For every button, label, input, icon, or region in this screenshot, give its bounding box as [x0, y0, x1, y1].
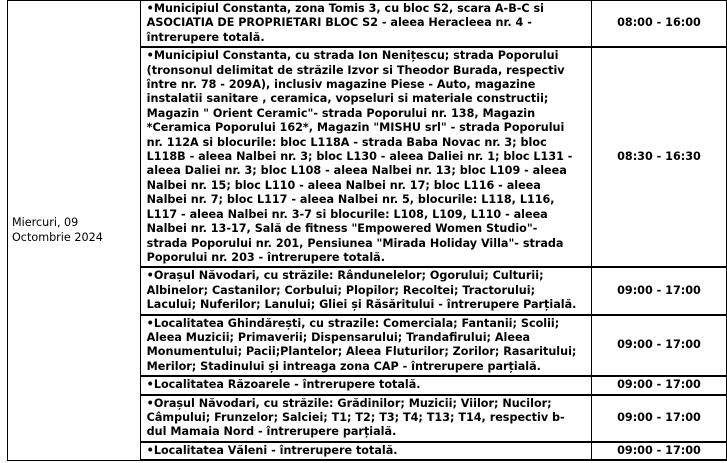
location-line: Poporului nr. 203 - întrerupere totală.: [146, 250, 385, 264]
time-cell: 09:00 - 17:00: [591, 376, 726, 394]
time-cell: 09:00 - 17:00: [591, 267, 726, 314]
location-line: •Municipiul Constanta, cu strada Ion Nenițescu; strada Poporului: [146, 49, 559, 63]
location-cell: [140, 395, 591, 442]
location-line: instalatii sanitare , ceramica, vopseluri si materiale constructii;: [146, 92, 549, 106]
location-line: Câmpului; Frunzelor; Salciei; T1; T2; T3; T4; T13; T14, respectiv b-: [146, 410, 565, 424]
location-line: Monumentului; Pacii;Plantelor; Aleea Fluturilor; Zorilor; Rasaritului;: [146, 345, 577, 359]
location-cell: [140, 267, 591, 314]
location-cell: [140, 47, 591, 267]
table-row: [8, 1, 727, 48]
time-cell: 09:00 - 17:00: [591, 315, 726, 377]
location-line: între nr. 78 - 209A), inclusiv magazine Piese - Auto, magazine: [146, 78, 536, 92]
outage-schedule-table: [7, 0, 727, 461]
time-cell: 09:00 - 17:00: [591, 395, 726, 442]
location-line: Nalbei nr. 13-17, Sală de fitness "Empowered Women Studio"-: [146, 222, 538, 236]
location-line: nr. 112A si blocurile: bloc L118A - strada Baba Novac nr. 3; bloc: [146, 135, 547, 149]
location-line: Nalbei nr. 15; bloc L110 - aleea Nalbei nr. 17; bloc L116 - aleea: [146, 178, 541, 192]
location-line: •Orașul Năvodari, cu străzile: Grădinilor; Muzicii; Viilor; Nucilor;: [146, 396, 552, 410]
location-line: Nalbei nr. 7; bloc L117 - aleea Nalbei nr. 5, blocurile: L118, L116,: [146, 193, 555, 207]
location-line: •Municipiul Constanta, zona Tomis 3, cu bloc S2, scara A-B-C si: [146, 2, 544, 15]
location-line: dul Mamaia Nord - întrerupere parțială.: [146, 425, 397, 439]
location-line: L117 - aleea Nalbei nr. 3-7 si blocurile: L108, L109, L110 - aleea: [146, 207, 548, 221]
location-cell: [140, 376, 591, 394]
location-line: *Ceramica Poporului 162*, Magazin "MISHU srl" - strada Poporului: [146, 121, 565, 135]
time-cell: 08:00 - 16:00: [591, 1, 726, 48]
location-line: •Localitatea Răzoarele - întrerupere totală.: [146, 378, 421, 392]
location-line: Magazin " Orient Ceramic"- strada Poporului nr. 138, Magazin: [146, 106, 536, 120]
location-line: L118B - aleea Nalbei nr. 3; bloc L130 - aleea Daliei nr. 1; bloc L131 -: [146, 150, 573, 164]
location-line: ASOCIATIA DE PROPRIETARI BLOC S2 - aleea Heracleea nr. 4 -: [146, 16, 532, 30]
location-line: Merilor; Stadinului și intreaga zona CAP - întrerupere parțială.: [146, 359, 541, 373]
location-line: Aleea Muzicii; Primaverii; Dispensarului; Trandafirului; Aleea: [146, 330, 531, 344]
location-cell: [140, 442, 591, 460]
location-line: aleea Daliei nr. 3; bloc L108 - aleea Nalbei nr. 13; bloc L109 - aleea: [146, 164, 567, 178]
location-line: •Localitatea Văleni - întrerupere totală.: [146, 443, 398, 457]
date-cell: Miercuri, 09 Octombrie 2024: [8, 1, 141, 461]
location-line: Lacului; Nuferilor; Lanului; Gliei și Răsăritului - întrerupere Parțială.: [146, 298, 577, 312]
location-line: •Orașul Năvodari, cu străzile: Rândunelelor; Ogorului; Culturii;: [146, 269, 544, 283]
location-line: (tronsonul delimitat de străzile Izvor si Theodor Burada, respectiv: [146, 63, 565, 77]
location-line: întrerupere totală.: [146, 30, 265, 44]
location-line: Albinelor; Castanilor; Corbului; Plopilor; Recoltei; Tractorului;: [146, 283, 536, 297]
location-line: •Localitatea Ghindărești, cu strazile: Comerciala; Fantanii; Scolii;: [146, 316, 560, 330]
location-cell: [140, 1, 591, 48]
time-cell: 08:30 - 16:30: [591, 47, 726, 267]
time-cell: 09:00 - 17:00: [591, 442, 726, 460]
location-line: strada Poporului nr. 201, Pensiunea "Mirada Holiday Villa"- strada: [146, 236, 564, 250]
location-cell: [140, 315, 591, 377]
